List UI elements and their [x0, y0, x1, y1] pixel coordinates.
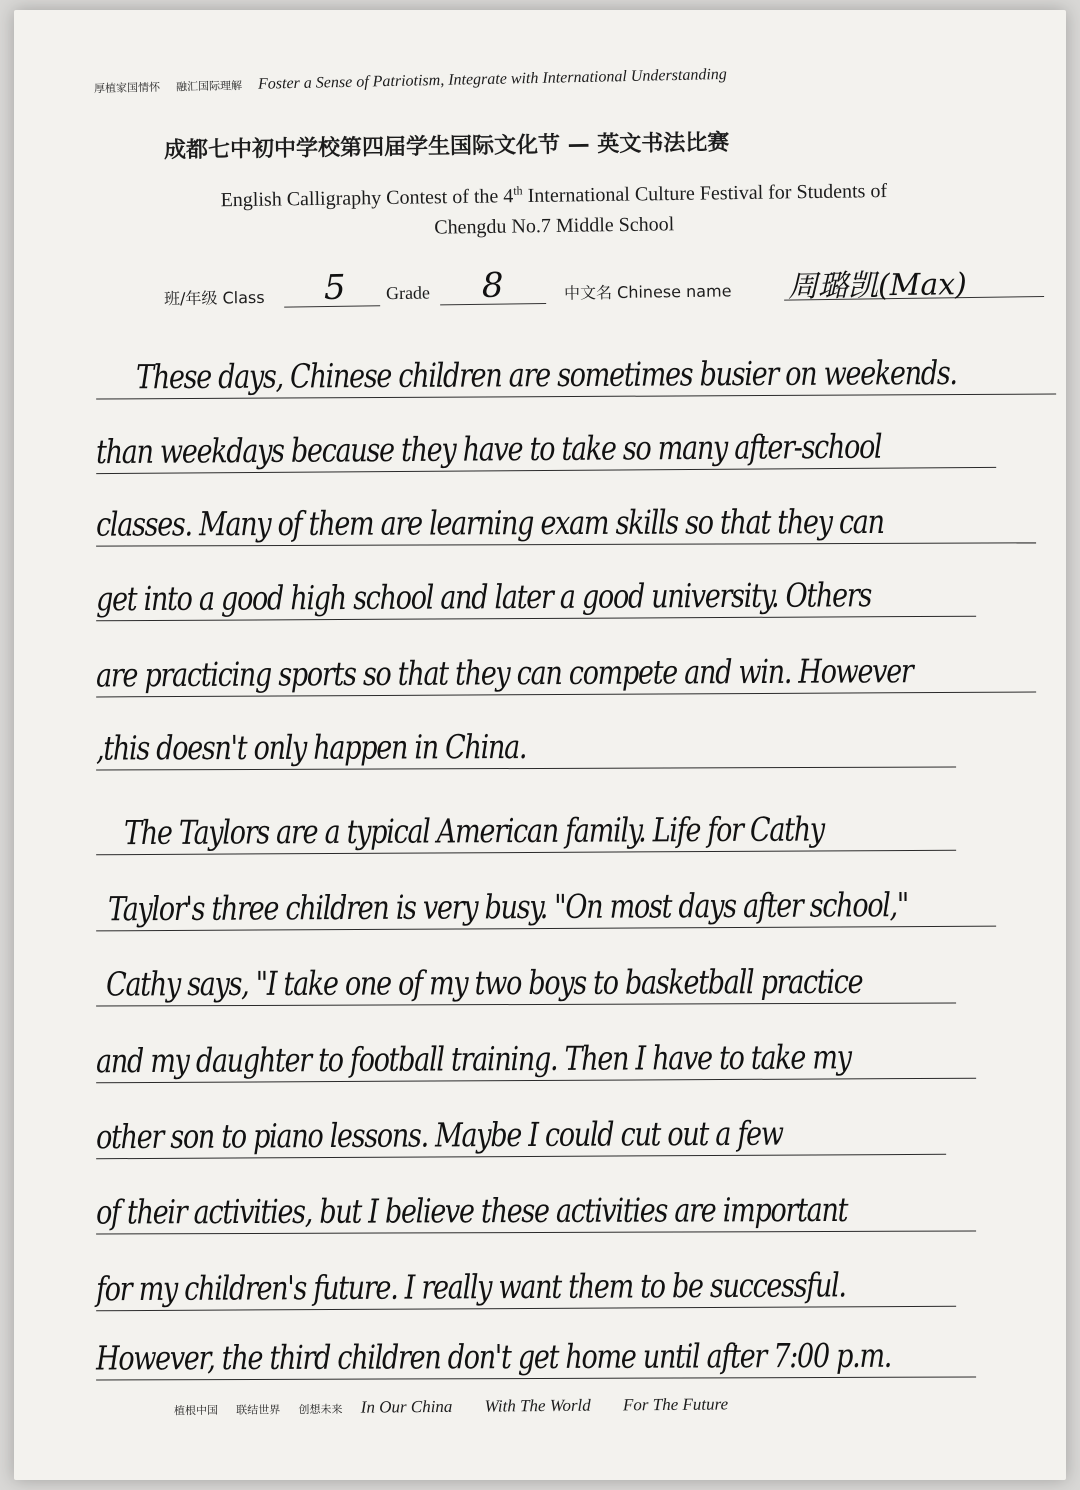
- title-en-part-2: International Culture Festival for Students of: [522, 180, 888, 208]
- essay-line-text: for my children's future. I really want them to be successful.: [95, 1265, 846, 1309]
- essay-line: [96, 560, 976, 622]
- class-label: 班/年级 Class: [163, 287, 265, 309]
- essay-line: [96, 794, 956, 856]
- essay-line: [96, 337, 1056, 399]
- essay-line-text: than weekdays because they have to take so many after-school: [95, 426, 882, 472]
- essay-line-text: These days, Chinese children are sometimes busier on weekends.: [135, 353, 957, 397]
- footer-cn-2: 联结世界: [236, 1403, 281, 1417]
- title-chinese: 成都七中初中学校第四届学生国际文化节 — 英文书法比赛: [163, 130, 730, 164]
- footer-en-3: For The Future: [622, 1394, 729, 1415]
- essay-line-text: are practicing sports so that they can compete and win. However: [95, 651, 913, 695]
- handwritten-essay: [14, 10, 1066, 1480]
- chinese-name-value: 周璐凯(Max): [787, 267, 968, 305]
- footer-en-2: With The World: [484, 1395, 591, 1416]
- essay-line: [96, 411, 996, 474]
- essay-line: [96, 636, 1036, 698]
- class-value: 5: [323, 267, 346, 309]
- chinese-name-label: 中文名 Chinese name: [563, 281, 732, 303]
- essay-line-text: get into a good high school and later a good university. Others: [95, 575, 872, 619]
- essay-line: [96, 1174, 976, 1234]
- grade-label: Grade: [385, 282, 431, 304]
- footer-en-1: In Our China: [360, 1396, 453, 1417]
- essay-line: [96, 1250, 956, 1312]
- title-en-part-1: English Calligraphy Contest of the 4: [220, 185, 514, 212]
- essay-line: [96, 486, 1036, 546]
- essay-line-text: Taylor's three children is very busy. "On most days after school,": [107, 885, 909, 929]
- footer-cn-1: 植根中国: [173, 1403, 219, 1418]
- motto-en: Foster a Sense of Patriotism, Integrate with International Understanding: [257, 65, 727, 93]
- title-en-superscript: th: [513, 183, 523, 198]
- footer-cn-3: 创想未来: [298, 1402, 343, 1417]
- contest-paper: [14, 10, 1066, 1480]
- essay-line: [96, 946, 956, 1006]
- essay-line-text: and my daughter to football training. Then I have to take my: [95, 1037, 851, 1081]
- title-english-line-2: Chengdu No.7 Middle School: [434, 212, 675, 239]
- motto-cn-1: 厚植家国情怀: [93, 80, 161, 96]
- motto-cn-2: 融汇国际理解: [175, 79, 243, 94]
- essay-line-text: classes. Many of them are learning exam skills so that they can: [95, 501, 884, 544]
- essay-line-text: The Taylors are a typical American family. Life for Cathy: [123, 809, 824, 853]
- essay-line-text: Cathy says, "I take one of my two boys to basketball practice: [105, 961, 863, 1004]
- essay-line: [96, 1022, 976, 1084]
- essay-line: [96, 870, 996, 932]
- essay-line-text: other son to piano lessons. Maybe I could cut out a few: [95, 1113, 783, 1157]
- essay-line-text: of their activities, but I believe these activities are important: [95, 1189, 848, 1232]
- essay-line: [96, 710, 956, 770]
- essay-line-text: ,this doesn't only happen in China.: [95, 726, 527, 768]
- essay-line-text: However, the third children don't get home until after 7:00 p.m.: [95, 1335, 892, 1378]
- essay-line: [96, 1098, 946, 1159]
- essay-line: [96, 1320, 976, 1380]
- grade-value: 8: [481, 265, 504, 306]
